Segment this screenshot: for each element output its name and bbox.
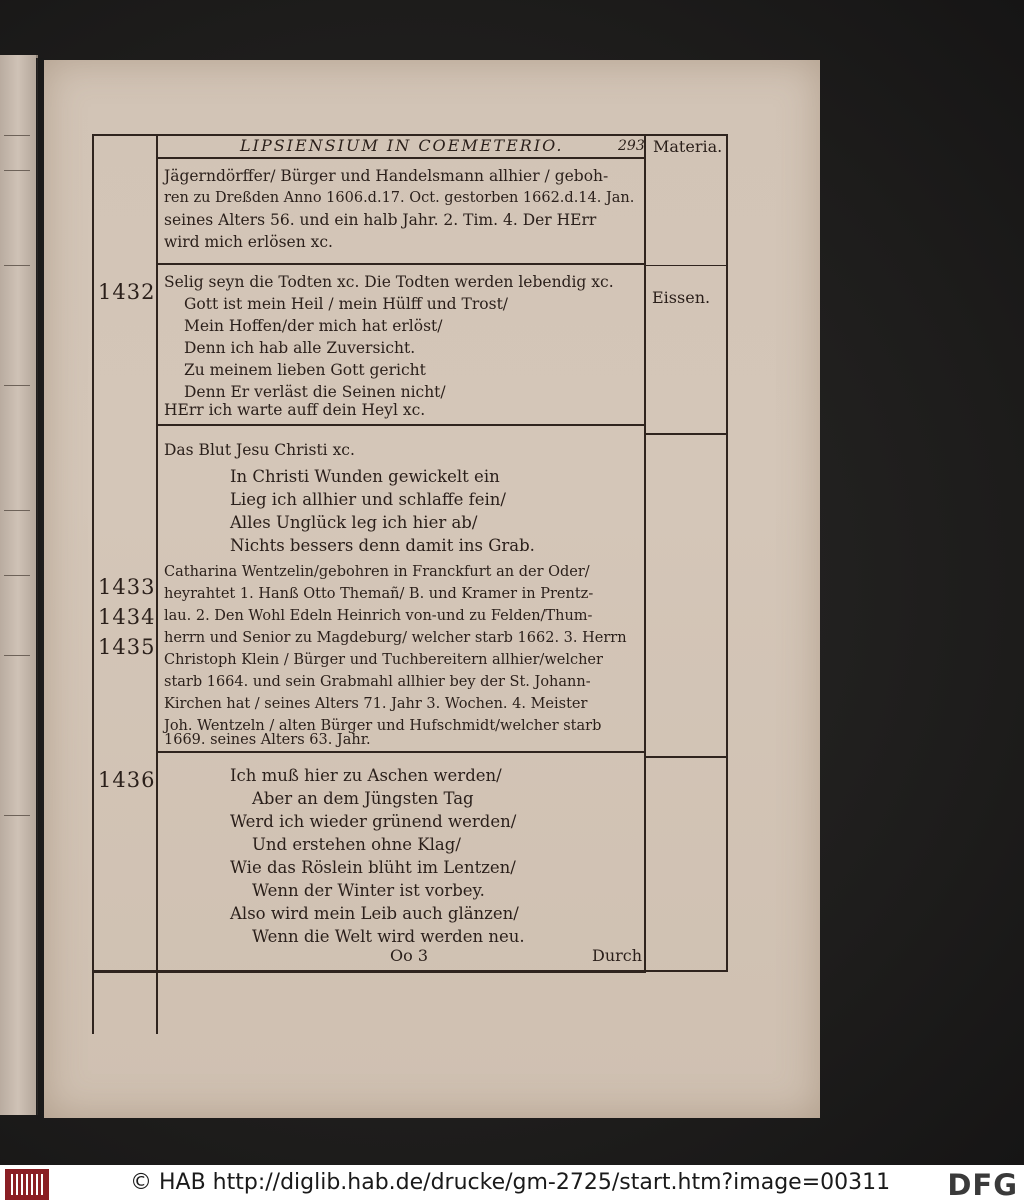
intro-line-3: seines Alters 56. und ein halb Jahr. 2. Tim. 4. Der HErr: [164, 211, 597, 229]
entry-1433-line-9: 1669. seines Alters 63. Jahr.: [164, 732, 371, 748]
entry-1433-line-1: Catharina Wentzelin/gebohren in Franckfurt an der Oder/: [164, 564, 590, 580]
separator-2: [156, 424, 646, 426]
catch-line: [92, 972, 646, 973]
signature-mark: Oo 3: [390, 946, 429, 965]
separator-1: [156, 263, 646, 265]
credit-bar: [0, 1165, 1024, 1204]
previous-page-edge: [0, 55, 38, 1115]
verse-line-2: In Christi Wunden gewickelt ein: [230, 467, 500, 486]
entry-1436-line-1: Ich muß hier zu Aschen werden/: [230, 766, 502, 785]
entry-number-1434: 1434: [98, 605, 156, 629]
frame-right-outer: [726, 134, 728, 972]
entry-1433-line-4: herrn und Senior zu Magdeburg/ welcher starb 1662. 3. Herrn: [164, 630, 627, 646]
side-column-title: Materia.: [653, 137, 723, 156]
frame-left-outer: [92, 134, 94, 1034]
verse-line-5: Nichts bessers denn damit ins Grab.: [230, 536, 535, 555]
header-underline: [156, 157, 646, 159]
entry-1432-line-7: HErr ich warte auff dein Heyl xc.: [164, 401, 426, 419]
entry-1432-line-5: Zu meinem lieben Gott gericht: [184, 361, 426, 379]
entry-1432-line-1: Selig seyn die Todten xc. Die Todten werden lebendig xc.: [164, 273, 614, 291]
entry-number-1435: 1435: [98, 635, 156, 659]
entry-1433-line-8: Joh. Wentzeln / alten Bürger und Hufschmidt/welcher starb: [164, 718, 602, 734]
entry-number-1433: 1433: [98, 575, 156, 599]
book-page: [44, 60, 820, 1118]
separator-3-side: [644, 756, 728, 758]
entry-number-1436: 1436: [98, 768, 156, 792]
entry-1436-line-2: Aber an dem Jüngsten Tag: [252, 789, 474, 808]
frame-bottom-lower: [156, 970, 158, 1034]
intro-line-1: Jägerndörffer/ Bürger und Handelsmann allhier / geboh-: [164, 167, 609, 185]
entry-1436-line-6: Wenn der Winter ist vorbey.: [252, 881, 485, 900]
entry-1433-line-5: Christoph Klein / Bürger und Tuchbereitern allhier/welcher: [164, 652, 603, 668]
dfg-logo: DFG: [947, 1168, 1018, 1202]
entry-1432-line-6: Denn Er verläst die Seinen nicht/: [184, 383, 446, 401]
entry-1433-line-6: starb 1664. und sein Grabmahl allhier bey der St. Johann-: [164, 674, 591, 690]
verse-line-3: Lieg ich allhier und schlaffe fein/: [230, 490, 506, 509]
separator-2-side: [644, 433, 728, 435]
entry-1433-line-7: Kirchen hat / seines Alters 71. Jahr 3. Wochen. 4. Meister: [164, 696, 588, 712]
material-eissen: Eissen.: [652, 288, 711, 307]
entry-1432-line-3: Mein Hoffen/der mich hat erlöst/: [184, 317, 443, 335]
intro-line-4: wird mich erlösen xc.: [164, 233, 333, 251]
entry-1436-line-8: Wenn die Welt wird werden neu.: [252, 927, 525, 946]
intro-line-2: ren zu Dreßden Anno 1606.d.17. Oct. gestorben 1662.d.14. Jan.: [164, 190, 635, 206]
frame-right-main: [644, 134, 646, 972]
entry-number-1432: 1432: [98, 280, 156, 304]
entry-1432-line-2: Gott ist mein Heil / mein Hülff und Trost/: [184, 295, 509, 313]
entry-1433-line-3: lau. 2. Den Wohl Edeln Heinrich von-und zu Felden/Thum-: [164, 608, 593, 624]
hab-barcode-logo-icon: [5, 1169, 49, 1200]
frame-left-inner: [156, 134, 158, 972]
entry-1433-line-2: heyrahtet 1. Hanß Otto Themañ/ B. und Kramer in Prentz-: [164, 586, 594, 602]
entry-1436-line-4: Und erstehen ohne Klag/: [252, 835, 461, 854]
verse-line-1: Das Blut Jesu Christi xc.: [164, 441, 355, 459]
entry-1432-line-4: Denn ich hab alle Zuversicht.: [184, 339, 416, 357]
entry-1436-line-3: Werd ich wieder grünend werden/: [230, 812, 517, 831]
separator-1-side: [644, 265, 728, 266]
entry-1436-line-7: Also wird mein Leib auch glänzen/: [230, 904, 519, 923]
running-title: LIPSIENSIUM IN COEMETERIO.: [240, 136, 564, 155]
credit-text: © HAB http://diglib.hab.de/drucke/gm-2725/start.htm?image=00311: [130, 1170, 891, 1195]
entry-1436-line-5: Wie das Röslein blüht im Lentzen/: [230, 858, 516, 877]
verse-line-4: Alles Unglück leg ich hier ab/: [230, 513, 478, 532]
page-number: 293: [618, 138, 645, 154]
catchword: Durch: [592, 946, 643, 965]
